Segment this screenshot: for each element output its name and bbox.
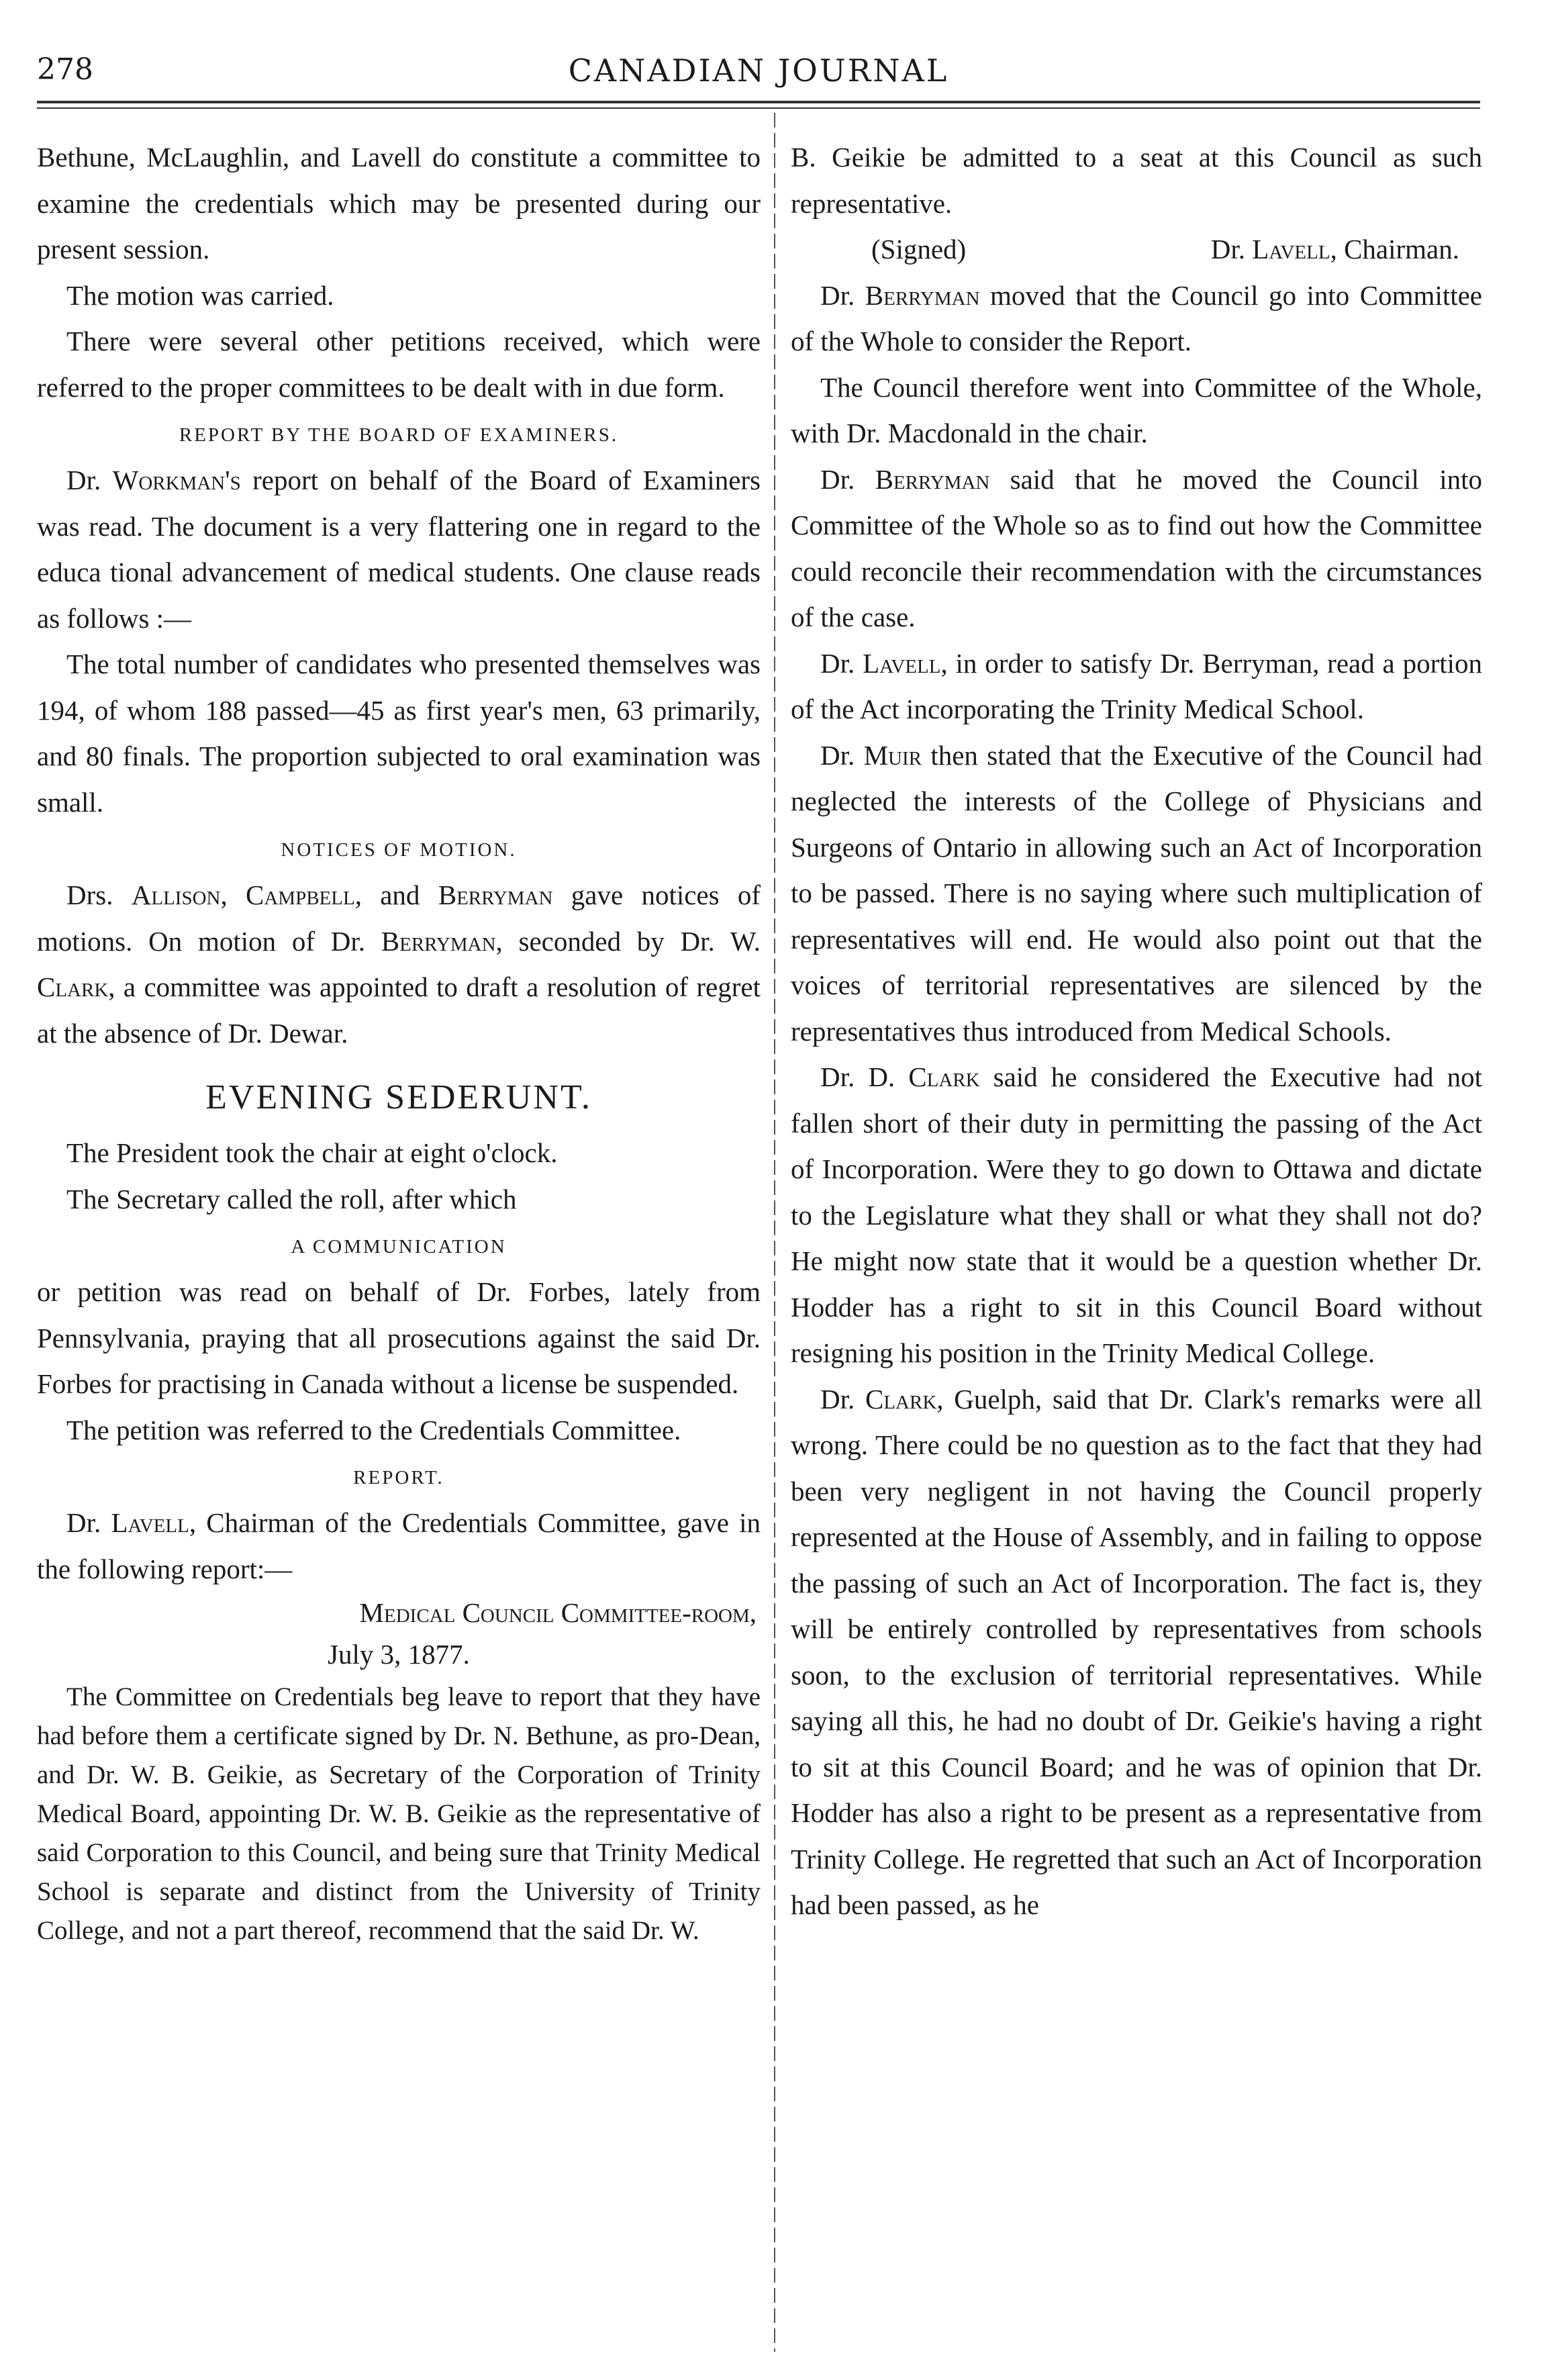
- signatory: Dr. Lavell, Chairman.: [1210, 234, 1459, 265]
- paragraph: Dr. Lavell, in order to satisfy Dr. Berryman, read a portion of the Act incorporating the Trinity Medical School.: [791, 647, 1483, 724]
- header-rule-thin: [37, 107, 1480, 109]
- page-number: 278: [37, 52, 93, 87]
- person-name: Workman's: [112, 465, 241, 495]
- person-name: Lavell: [111, 1507, 189, 1538]
- paragraph: There were several other petitions received, which were referred to the proper committees to be dealt with in due form.: [37, 326, 761, 403]
- paragraph: The total number of candidates who presented themselves was 194, of whom 188 passed—45 as first year's men, 63 primarily, and 80 finals. The proportion subjected to oral examination was small.: [37, 649, 761, 818]
- signature-line: [791, 226, 1482, 273]
- paragraph: Dr. D. Clark said he considered the Executive had not fallen short of their duty in permitting the passing of the Act of Incorporation. Were they to go down to Ottawa and dictate to the Legislature what they shall or what they shall not do? He might now state that it would be a question whether Dr. Hodder has a right to sit in this Council Board without resigning his position in the Trinity Medical College.: [791, 1061, 1483, 1368]
- left-column: [37, 134, 761, 1950]
- person-name: Berryman: [865, 279, 980, 311]
- paragraph: Bethune, McLaughlin, and Lavell do constitute a committee to examine the credentials which may be presented during our present session.: [37, 142, 761, 265]
- running-title: CANADIAN JOURNAL: [568, 52, 949, 89]
- report-date: July 3, 1877.: [328, 1639, 470, 1670]
- paragraph: The Council therefore went into Committee of the Whole, with Dr. Macdonald in the chair.: [791, 371, 1482, 448]
- section-heading-report: REPORT.: [353, 1467, 444, 1488]
- page-header: [37, 52, 1480, 99]
- right-column: [791, 134, 1482, 1928]
- committee-room-line: Medical Council Committee-room,: [359, 1597, 757, 1628]
- person-name: Berryman: [875, 463, 990, 495]
- paragraph: Dr. Lavell, Chairman of the Credentials Committee, gave in the following report:—: [37, 1507, 761, 1584]
- person-name: Muir: [863, 739, 922, 771]
- paragraph: Drs. Allison, Campbell, and Berryman gave notices of motions. On motion of Dr. Berryman, seconded by Dr. W. Clark, a committee was appointed to draft a resolution of regret at the absence of Dr. Dewar.: [37, 879, 761, 1049]
- person-name: Lavell: [863, 647, 941, 679]
- paragraph: B. Geikie be admitted to a seat at this Council as such representative.: [791, 142, 1482, 219]
- person-name: Clark: [908, 1061, 980, 1092]
- person-name: Allison: [131, 879, 221, 910]
- section-heading-evening: EVENING SEDERUNT.: [205, 1078, 592, 1116]
- person-name: Berryman: [438, 879, 553, 910]
- person-name: Campbell: [246, 879, 355, 910]
- paragraph: The Secretary called the roll, after which: [66, 1183, 517, 1215]
- section-heading-communication: A COMMUNICATION: [291, 1236, 507, 1257]
- paragraph: Dr. Berryman moved that the Council go into Committee of the Whole to consider the Report.: [791, 279, 1483, 356]
- section-heading-examiners: REPORT BY THE BOARD OF EXAMINERS.: [179, 424, 619, 446]
- person-name: Clark: [865, 1383, 937, 1415]
- column-divider: [774, 113, 775, 2352]
- paragraph: Dr. Clark, Guelph, said that Dr. Clark's remarks were all wrong. There could be no question as to the fact that they had been very negligent in not having the Council properly represented at the House of Assembly, and in failing to oppose the passing of such an Act of Incorporation. The fact is, they will be entirely controlled by representatives from schools soon, to the exclusion of territorial representatives. While saying all this, he had no doubt of Dr. Geikie's having a right to sit at this Council Board; and he was of opinion that Dr. Hodder has also a right to be present as a representative from Trinity College. He regretted that such an Act of Incorporation had been passed, as he: [791, 1383, 1483, 1920]
- person-name: Berryman: [381, 925, 496, 957]
- person-name: Clark: [37, 971, 109, 1002]
- paragraph: Dr. Berryman said that he moved the Council into Committee of the Whole so as to find out how the Committee could reconcile their recommendation with the circumstances of the case.: [791, 463, 1482, 632]
- paragraph: The President took the chair at eight o'clock.: [66, 1137, 558, 1168]
- paragraph: Dr. Muir then stated that the Executive of the Council had neglected the interests of the College of Physicians and Surgeons of Ontario in allowing such an Act of Incorporation to be passed. There is no saying where such multiplication of representatives will end. He would also point out that the voices of territorial representatives are silenced by the representatives thus introduced from Medical Schools.: [791, 739, 1483, 1047]
- signed-label: (Signed): [871, 234, 967, 265]
- report-text: The Committee on Credentials beg leave to report that they have had before them a certificate signed by Dr. N. Bethune, as pro-Dean, and Dr. W. B. Geikie, as Secretary of the Corporation of Trinity Medical Board, appointing Dr. W. B. Geikie as the representative of said Corporation to this Council, and being sure that Trinity Medical School is separate and distinct from the University of Trinity College, and not a part thereof, recommend that the said Dr. W.: [37, 1682, 761, 1945]
- paragraph: Dr. Workman's report on behalf of the Board of Examiners was read. The document is a very flattering one in regard to the educa tional advancement of medical students. One clause reads as follows :—: [37, 465, 761, 634]
- paragraph: The petition was referred to the Credentials Committee.: [66, 1414, 681, 1445]
- header-rule-thick: [37, 101, 1480, 103]
- paragraph: or petition was read on behalf of Dr. Forbes, lately from Pennsylvania, praying that all prosecutions against the said Dr. Forbes for practising in Canada without a license be suspended.: [37, 1276, 761, 1399]
- paragraph: The motion was carried.: [66, 279, 334, 311]
- section-heading-notices: NOTICES OF MOTION.: [281, 839, 517, 861]
